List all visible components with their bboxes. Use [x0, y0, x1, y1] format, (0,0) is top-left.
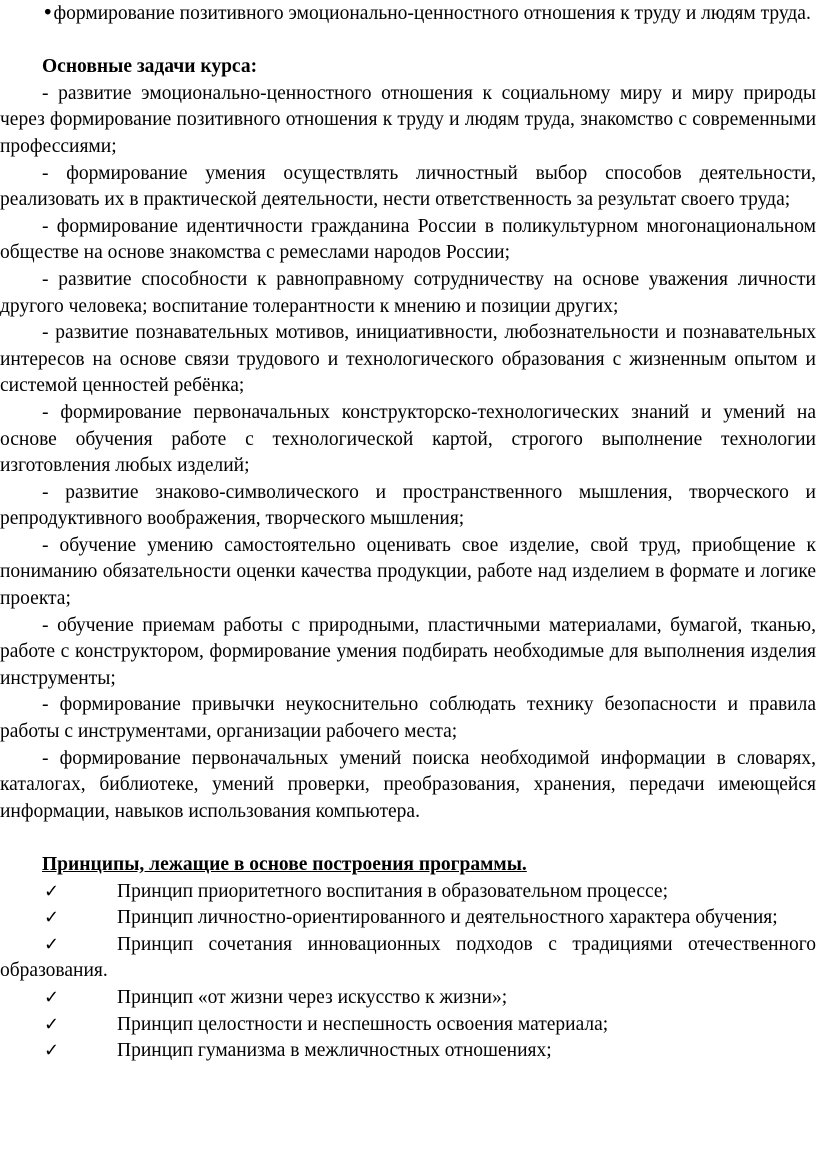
principle-text: Принцип «от жизни через искусство к жизни»;: [117, 986, 508, 1008]
intro-text: формирование позитивного эмоционально-ценностного отношения к труду и людям труда.: [53, 3, 811, 24]
principle-item: [0, 1038, 816, 1065]
task-item: - формирование умения осуществлять личностный выбор способов деятельности, реализовать их в практической деятельности, нести ответственность за результат своего труда;: [0, 162, 816, 211]
principle-text: Принцип целостности и неспешность освоения материала;: [117, 1013, 609, 1035]
task-item: - формирование первоначальных умений поиска необходимой информации в словарях, каталогах, библиотеке, умений проверки, преобразования, хранения, передачи имеющейся информации, навыков использования компьютера.: [0, 747, 816, 822]
checkmark-icon: ✓: [44, 880, 60, 902]
task-item: - развитие эмоционально-ценностного отношения к социальному миру и миру природы через формирование позитивного отношения к труду и людям труда, знакомство с современными профессиями;: [0, 82, 816, 157]
principles-heading: Принципы, лежащие в основе построения программы.: [42, 854, 527, 875]
principle-item: [0, 879, 816, 906]
tasks-heading: Основные задачи курса:: [42, 56, 258, 78]
intro-paragraph: [0, 0, 816, 28]
principles-list: [0, 879, 816, 1065]
principle-item: [0, 985, 816, 1012]
task-item: - формирование первоначальных конструкторско-технологических знаний и умений на основе обучения работе с технологической картой, строгого выполнение технологии изготовления любых изделий;: [0, 401, 816, 477]
principle-text: Принцип сочетания инновационных подходов с традициями отечественного образования.: [0, 933, 816, 982]
task-item: - обучение умению самостоятельно оценивать свое изделие, свой труд, приобщение к пониманию обязательности оценки качества продукции, работе над изделием в формате и логике проекта;: [0, 534, 816, 610]
task-item: - формирование идентичности гражданина России в поликультурном многонациональном обществе на основе знакомства с ремеслами народов России;: [0, 215, 816, 264]
principle-item: [0, 1012, 816, 1039]
checkmark-icon: ✓: [44, 986, 60, 1008]
principle-item: [0, 905, 816, 932]
task-item: - развитие познавательных мотивов, инициативности, любознательности и познавательных интересов на основе связи трудового и технологического образования с жизненным опытом и системой ценностей ребёнка;: [0, 322, 816, 397]
checkmark-icon: ✓: [44, 933, 60, 955]
principle-text: Принцип личностно-ориентированного и деятельностного характера обучения;: [117, 907, 778, 929]
principle-text: Принцип приоритетного воспитания в образовательном процессе;: [117, 880, 668, 902]
checkmark-icon: ✓: [44, 907, 60, 929]
principle-text: Принцип гуманизма в межличностных отношениях;: [117, 1040, 552, 1062]
tasks-list: [0, 81, 816, 826]
task-item: - развитие знаково-символического и пространственного мышления, творческого и репродуктивного воображения, творческого мышления;: [0, 481, 816, 530]
checkmark-icon: ✓: [44, 1013, 60, 1035]
checkmark-icon: ✓: [44, 1040, 60, 1062]
task-item: - формирование привычки неукоснительно соблюдать технику безопасности и правила работы с инструментами, организации рабочего места;: [0, 694, 816, 743]
principle-item: [0, 932, 816, 985]
task-item: - развитие способности к равноправному сотрудничеству на основе уважения личности другого человека; воспитание толерантности к мнению и позиции других;: [0, 268, 816, 317]
task-item: - обучение приемам работы с природными, пластичными материалами, бумагой, тканью, работе с конструктором, формирование умения подбирать необходимые для выполнения изделия инструменты;: [0, 614, 816, 689]
bullet-icon: •: [42, 1, 54, 24]
spacer: [0, 28, 816, 55]
spacer: [0, 825, 816, 852]
